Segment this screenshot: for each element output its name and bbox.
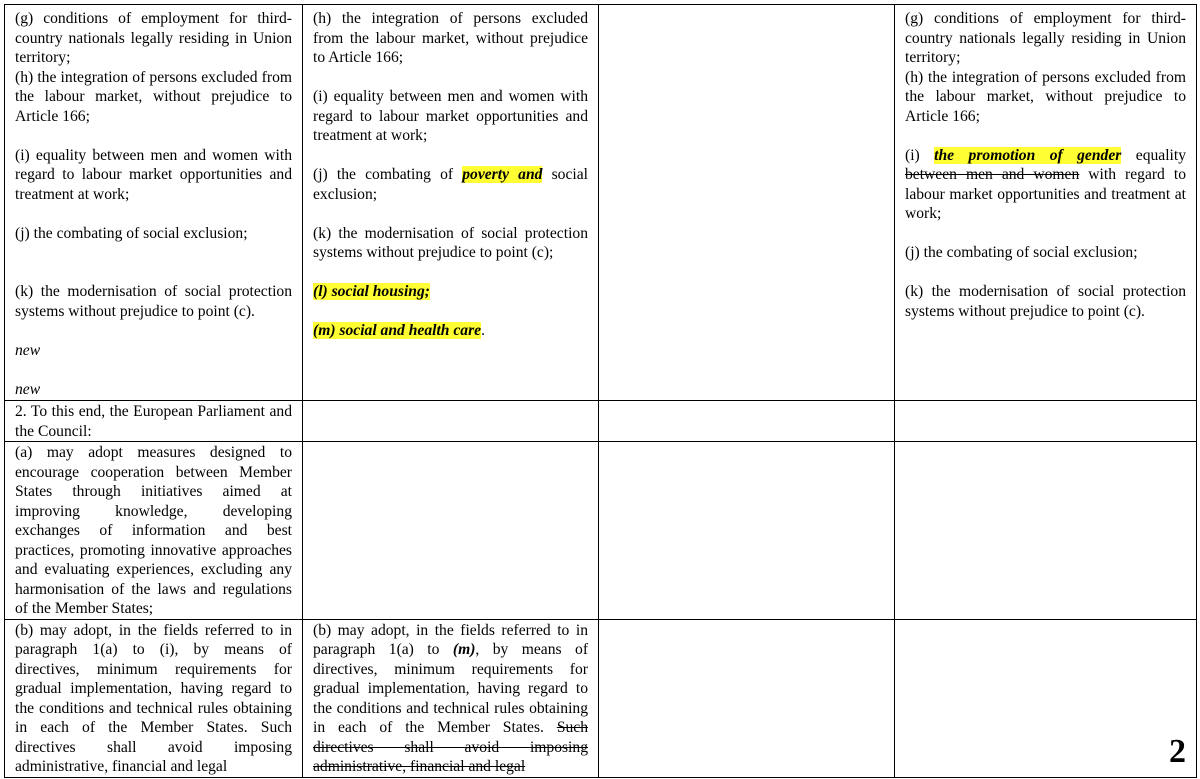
item-h: (h) the integration of persons excluded from the labour market, without prejudice to Article 166;	[905, 68, 1186, 125]
item-k: (k) the modernisation of social protection systems without prejudice to point (c).	[15, 283, 292, 320]
cell-current-text	[5, 5, 303, 401]
highlight-amendment: poverty and	[462, 166, 543, 183]
item-i: (i) the promotion of gender equality between men and women with regard to labour market opportunities and treatment at work;	[905, 146, 1187, 222]
struck-text: between men and women	[905, 166, 1080, 183]
paragraph-2: 2. To this end, the European Parliament and the Council:	[15, 403, 292, 440]
item-j: (j) the combating of poverty and social exclusion;	[313, 166, 588, 203]
struck-text: Such directives shall avoid imposing administrative, financial and legal	[313, 719, 588, 775]
item-l-highlight: (l) social housing;	[313, 283, 430, 300]
cell-empty	[599, 401, 895, 442]
cell-empty	[303, 401, 599, 442]
highlight-amendment: the promotion of gender	[934, 146, 1122, 164]
item-g: (g) conditions of employment for third-country nationals legally residing in Union territory;	[15, 10, 292, 66]
cell-proposal-c	[895, 5, 1197, 401]
item-i: (i) equality between men and women with regard to labour market opportunities and treatment at work;	[15, 146, 292, 203]
cell-proposal-a	[303, 619, 599, 777]
cell-proposal-b-empty	[599, 5, 895, 401]
item-k: (k) the modernisation of social protection systems without prejudice to point (c);	[313, 224, 588, 261]
table-row	[5, 401, 1197, 442]
table-row	[5, 442, 1197, 620]
cell-empty	[303, 442, 599, 620]
item-m-highlight: (m) social and health care	[313, 322, 482, 339]
cell-empty	[895, 442, 1197, 620]
comparison-table	[4, 4, 1197, 778]
cell-current-text	[5, 442, 303, 620]
item-h: (h) the integration of persons excluded from the labour market, without prejudice to Article 166;	[313, 10, 588, 66]
table-row	[5, 619, 1197, 777]
cell-current-text	[5, 619, 303, 777]
item-k: (k) the modernisation of social protection systems without prejudice to point (c).	[905, 283, 1186, 320]
item-g: (g) conditions of employment for third-country nationals legally residing in Union territory;	[905, 10, 1186, 66]
cell-empty	[599, 442, 895, 620]
new-marker: new	[15, 341, 41, 359]
item-j: (j) the combating of social exclusion;	[905, 244, 1138, 261]
amended-reference: (m)	[452, 641, 476, 658]
cell-empty	[599, 619, 895, 777]
new-marker: new	[15, 380, 41, 398]
cell-empty	[895, 401, 1197, 442]
item-i: (i) equality between men and women with regard to labour market opportunities and treatment at work;	[313, 88, 588, 144]
item-a: (a) may adopt measures designed to encourage cooperation between Member States through initiatives aimed at improving knowledge, developing exchanges of information and best practices, promoting innovative approaches and evaluating experiences, excluding any harmonisation of the laws and regulations of the Member States;	[15, 444, 292, 617]
cell-current-text	[5, 401, 303, 442]
item-h: (h) the integration of persons excluded from the labour market, without prejudice to Article 166;	[15, 68, 292, 125]
item-j: (j) the combating of social exclusion;	[15, 224, 248, 242]
item-b: (b) may adopt, in the fields referred to in paragraph 1(a) to (i), by means of directives, minimum requirements for gradual implementation, having regard to the conditions and technical rules obtaining in each of the Member States. Such directives shall avoid imposing administrative, financial and legal	[15, 621, 292, 775]
cell-proposal-a: (h) the integration of persons excluded from the labour market, without prejudice to Article 166; (i) equality between men and women with regard to labour market opportunities and treatment at work; (j) the combating of poverty and social exclusion; (k) the modernisation of social protection systems without prejudice to point (c); (l) social housing; (m) social and health care.	[303, 5, 599, 401]
table-row	[5, 5, 1197, 401]
cell-empty	[895, 619, 1197, 777]
item-b: (b) may adopt, in the fields referred to in paragraph 1(a) to (m), by means of directives, minimum requirements for gradual implementation, having regard to the conditions and technical rules obtaining in each of the Member States. Such directives shall avoid imposing administrative, financial and legal	[313, 621, 589, 775]
page-number: 2	[1169, 733, 1186, 770]
